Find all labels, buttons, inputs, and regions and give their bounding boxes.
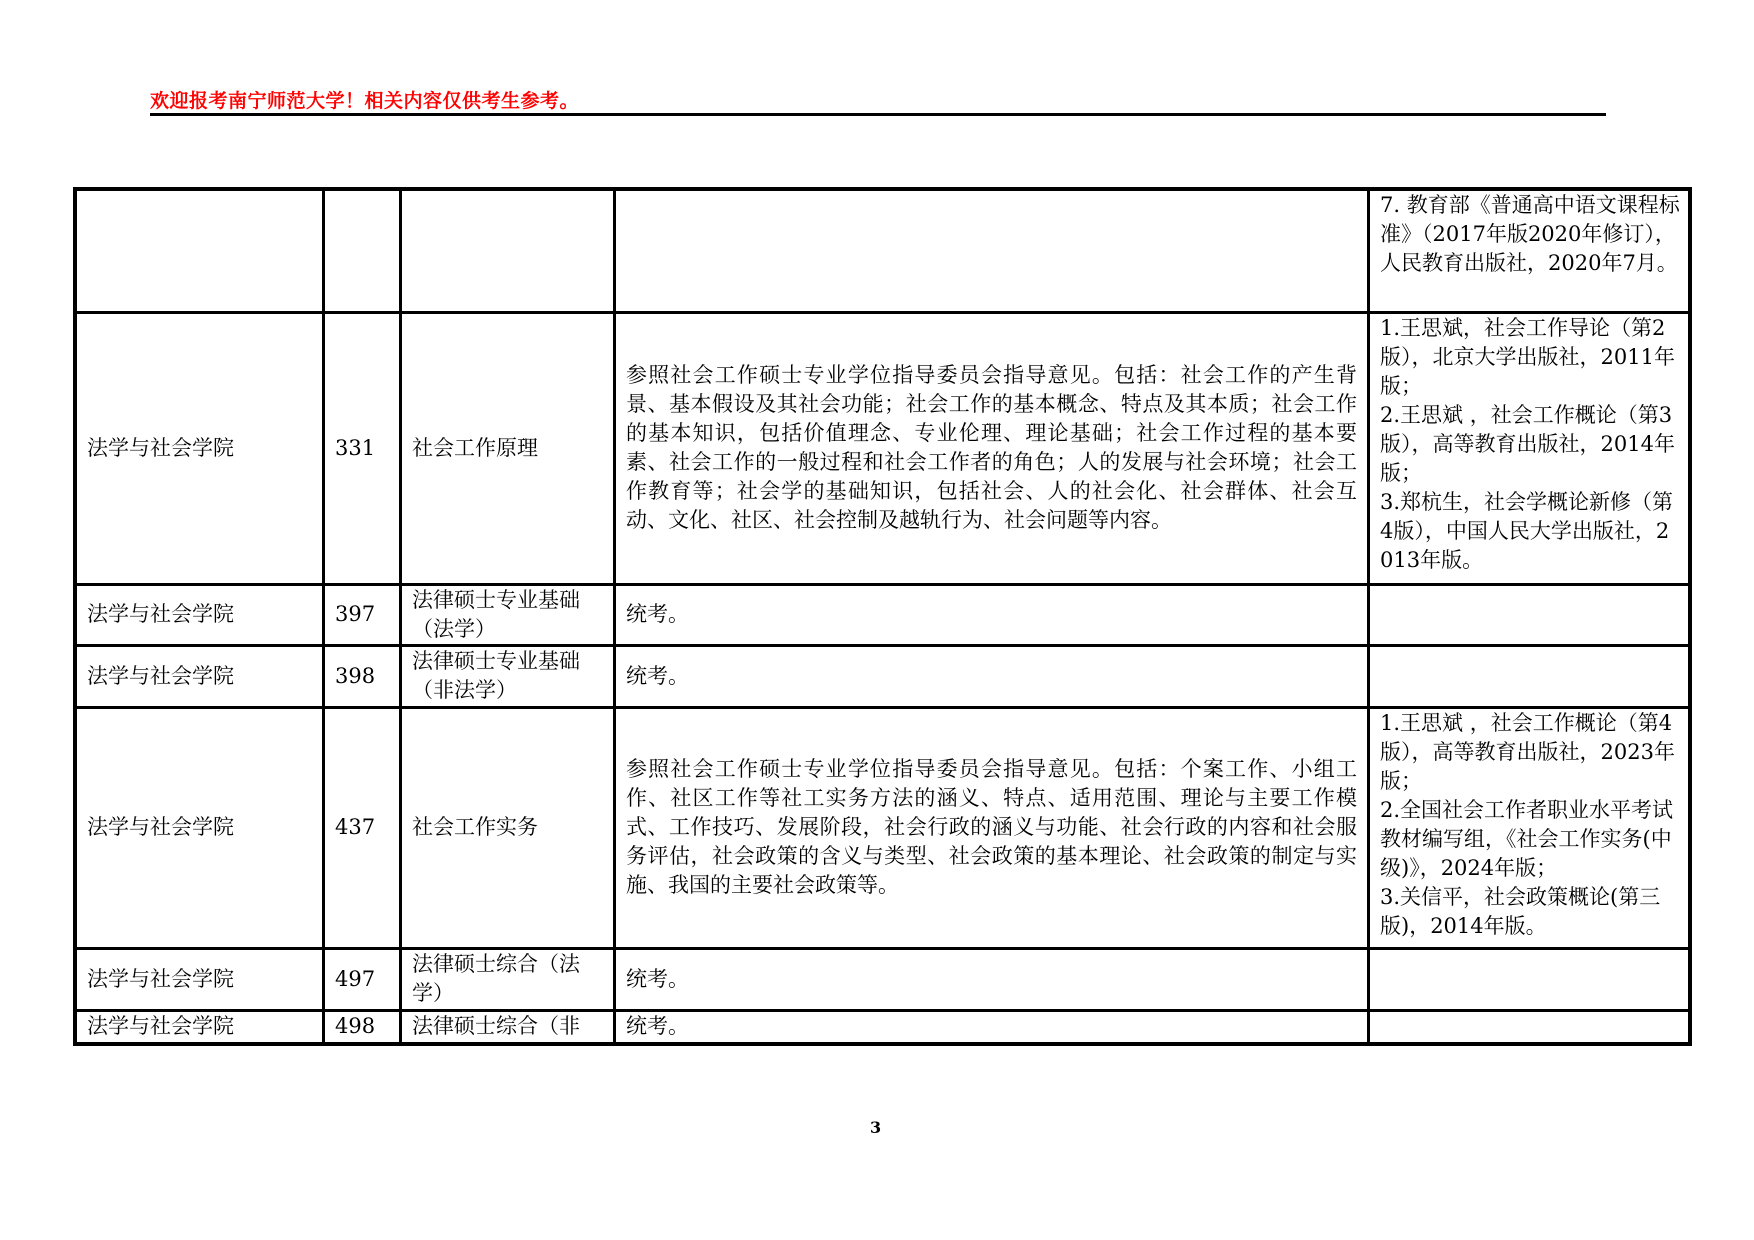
table-row: [75, 1010, 1690, 1044]
reference-book: 2.全国社会工作者职业水平考试教材编写组，《社会工作实务(中级)》，2024年版；: [1380, 797, 1674, 880]
code-cell: 497: [324, 948, 401, 1010]
table-row: [75, 707, 1690, 948]
table-row: [75, 645, 1690, 707]
school-cell: 法学与社会学院: [75, 645, 324, 707]
reference-books-cell: [1369, 584, 1691, 645]
scope-cell: 参照社会工作硕士专业学位指导委员会指导意见。包括：社会工作的产生背景、基本假设及其社会功能；社会工作的基本概念、特点及其本质；社会工作的基本知识，包括价值理念、专业伦理、理论基础；社会工作过程的基本要素、社会工作的一般过程和社会工作者的角色；人的发展与社会环境；社会工作教育等；社会学的基础知识，包括社会、人的社会化、社会群体、社会互动、文化、社区、社会控制及越轨行为、社会问题等内容。: [615, 312, 1369, 584]
reference-book: 3.关信平，社会政策概论(第三版)，2014年版。: [1380, 884, 1661, 938]
reference-book: 2.王思斌 ，社会工作概论（第3版），高等教育出版社，2014年版；: [1380, 402, 1675, 485]
page-number: 3: [870, 1118, 882, 1137]
reference-books-cell: [1369, 707, 1691, 948]
scope-cell: 统考。: [615, 948, 1369, 1010]
school-cell: [75, 189, 324, 312]
subject-cell: [401, 189, 615, 312]
reference-books-cell: [1369, 948, 1691, 1010]
subject-cell: 法律硕士综合（非: [401, 1010, 615, 1044]
subject-cell: 法律硕士综合（法学）: [401, 948, 615, 1010]
scope-cell: 统考。: [615, 584, 1369, 645]
reference-books-cell: [1369, 189, 1691, 312]
school-cell: 法学与社会学院: [75, 948, 324, 1010]
reference-book: 3.郑杭生，社会学概论新修（第4版），中国人民大学出版社，2013年版。: [1380, 489, 1674, 572]
reference-books-cell: [1369, 645, 1691, 707]
table-row: [75, 312, 1690, 584]
table-row: [75, 189, 1690, 312]
table-row: [75, 948, 1690, 1010]
scope-cell: 统考。: [615, 645, 1369, 707]
school-cell: 法学与社会学院: [75, 707, 324, 948]
subject-cell: 法律硕士专业基础（法学）: [401, 584, 615, 645]
school-cell: 法学与社会学院: [75, 584, 324, 645]
code-cell: [324, 189, 401, 312]
header-divider: [150, 113, 1606, 116]
code-cell: 437: [324, 707, 401, 948]
subject-cell: 社会工作原理: [401, 312, 615, 584]
page-header: [150, 84, 1606, 118]
subject-cell: 法律硕士专业基础（非法学）: [401, 645, 615, 707]
table-row: [75, 584, 1690, 645]
header-notice: 欢迎报考南宁师范大学！相关内容仅供考生参考。: [150, 90, 580, 112]
code-cell: 397: [324, 584, 401, 645]
scope-cell: 统考。: [615, 1010, 1369, 1044]
reference-books-cell: [1369, 312, 1691, 584]
reference-book: 1.王思斌 ，社会工作概论（第4版），高等教育出版社，2023年版；: [1380, 710, 1675, 793]
subject-cell: 社会工作实务: [401, 707, 615, 948]
school-cell: 法学与社会学院: [75, 312, 324, 584]
reference-book: 1.王思斌，社会工作导论（第2版），北京大学出版社，2011年版；: [1380, 315, 1675, 398]
reference-books-cell: [1369, 1010, 1691, 1044]
code-cell: 398: [324, 645, 401, 707]
reference-book: 7. 教育部《普通高中语文课程标准》（2017年版2020年修订），人民教育出版社，2020年7月。: [1380, 193, 1680, 275]
code-cell: 498: [324, 1010, 401, 1044]
scope-cell: 参照社会工作硕士专业学位指导委员会指导意见。包括：个案工作、小组工作、社区工作等社工实务方法的涵义、特点、适用范围、理论与主要工作模式、工作技巧、发展阶段，社会行政的涵义与功能、社会行政的内容和社会服务评估，社会政策的含义与类型、社会政策的基本理论、社会政策的制定与实施、我国的主要社会政策等。: [615, 707, 1369, 948]
code-cell: 331: [324, 312, 401, 584]
scope-cell: [615, 189, 1369, 312]
school-cell: 法学与社会学院: [75, 1010, 324, 1044]
exam-subjects-table: [73, 187, 1692, 1046]
